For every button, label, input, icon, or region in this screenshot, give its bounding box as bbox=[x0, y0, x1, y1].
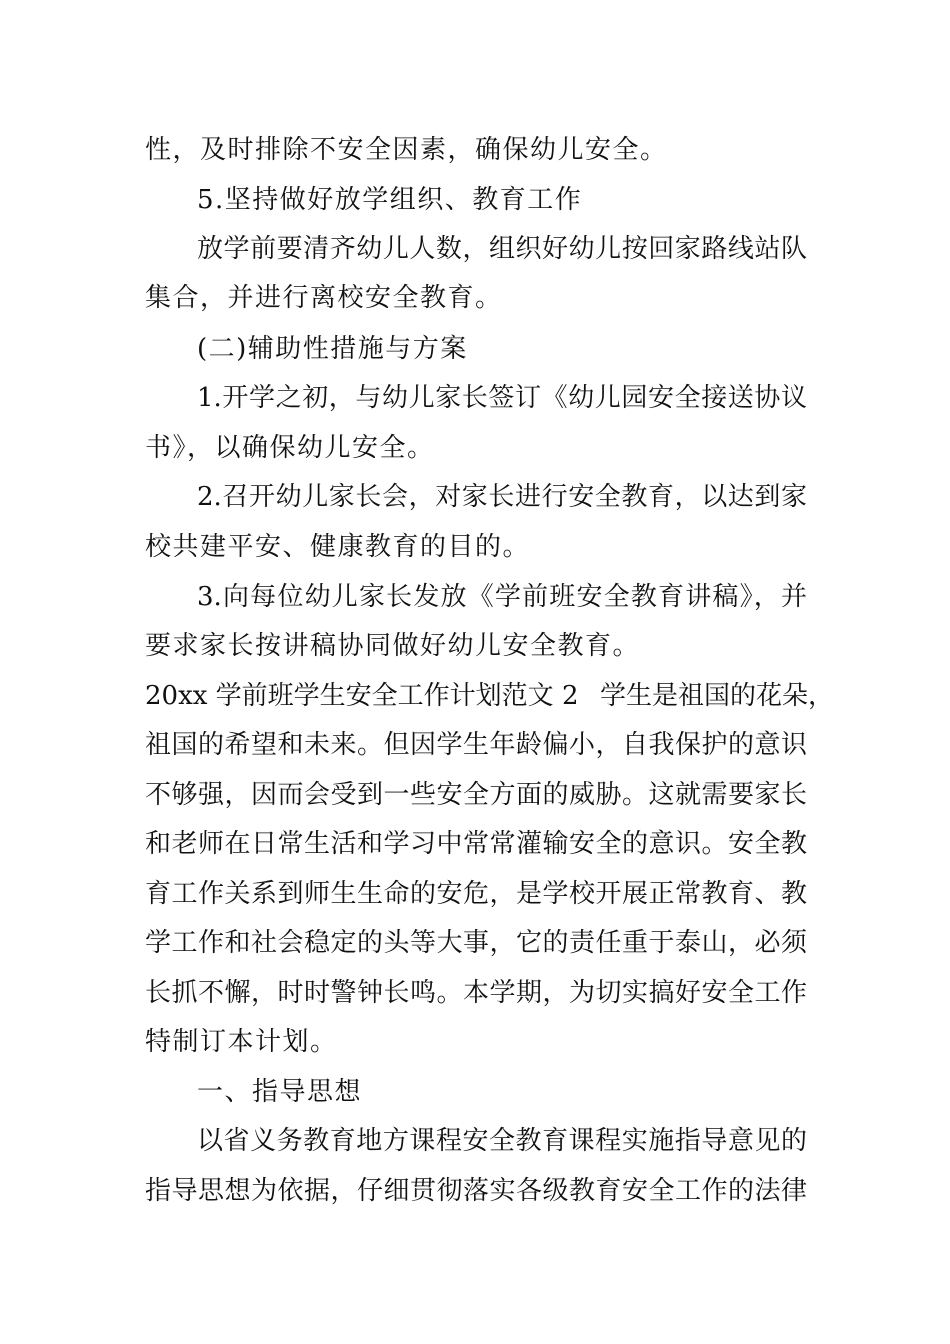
paragraph-line-8: 2.召开幼儿家长会，对家长进行安全教育，以达到家 bbox=[197, 482, 807, 512]
paragraph-line-9: 校共建平安、健康教育的目的。 bbox=[145, 532, 531, 562]
paragraph-line-7: 书》，以确保幼儿安全。 bbox=[145, 433, 435, 463]
paragraph-line-22: 指导思想为依据，仔细贯彻落实各级教育安全工作的法律 bbox=[145, 1176, 807, 1206]
section-title-row bbox=[145, 676, 835, 716]
paragraph-line-21: 以省义务教育地方课程安全教育课程实施指导意见的 bbox=[197, 1126, 807, 1156]
paragraph-line-19: 特制订本计划。 bbox=[145, 1027, 338, 1057]
paragraph-line-4: 集合，并进行离校安全教育。 bbox=[145, 283, 503, 313]
paragraph-line-3: 放学前要清齐幼儿人数，组织好幼儿按回家路线站队 bbox=[197, 234, 807, 264]
paragraph-line-15: 和老师在日常生活和学习中常常灌输安全的意识。安全教 bbox=[145, 829, 807, 859]
paragraph-line-17: 学工作和社会稳定的头等大事，它的责任重于泰山，必须 bbox=[145, 928, 807, 958]
section-title: 20xx 学前班学生安全工作计划范文 2 bbox=[145, 681, 579, 711]
section-heading-auxiliary: (二)辅助性措施与方案 bbox=[197, 334, 468, 364]
paragraph-line-6: 1.开学之初，与幼儿家长签订《幼儿园安全接送协议 bbox=[197, 383, 807, 413]
paragraph-line-13: 祖国的希望和未来。但因学生年龄偏小，自我保护的意识 bbox=[145, 730, 807, 760]
section-heading-guiding-thought: 一、指导思想 bbox=[197, 1077, 363, 1107]
paragraph-line-14: 不够强，因而会受到一些安全方面的威胁。这就需要家长 bbox=[145, 780, 807, 810]
item-heading-5: 5.坚持做好放学组织、教育工作 bbox=[197, 185, 583, 215]
paragraph-line-18: 长抓不懈，时时警钟长鸣。本学期，为切实搞好安全工作 bbox=[145, 978, 807, 1008]
paragraph-line-11: 要求家长按讲稿协同做好幼儿安全教育。 bbox=[145, 631, 641, 661]
section-lead-text: 学生是祖国的花朵， bbox=[600, 681, 835, 711]
paragraph-line-1: 性，及时排除不安全因素，确保幼儿安全。 bbox=[145, 135, 668, 165]
paragraph-line-16: 育工作关系到师生生命的安危，是学校开展正常教育、教 bbox=[145, 879, 807, 909]
paragraph-line-10: 3.向每位幼儿家长发放《学前班安全教育讲稿》，并 bbox=[197, 582, 807, 612]
